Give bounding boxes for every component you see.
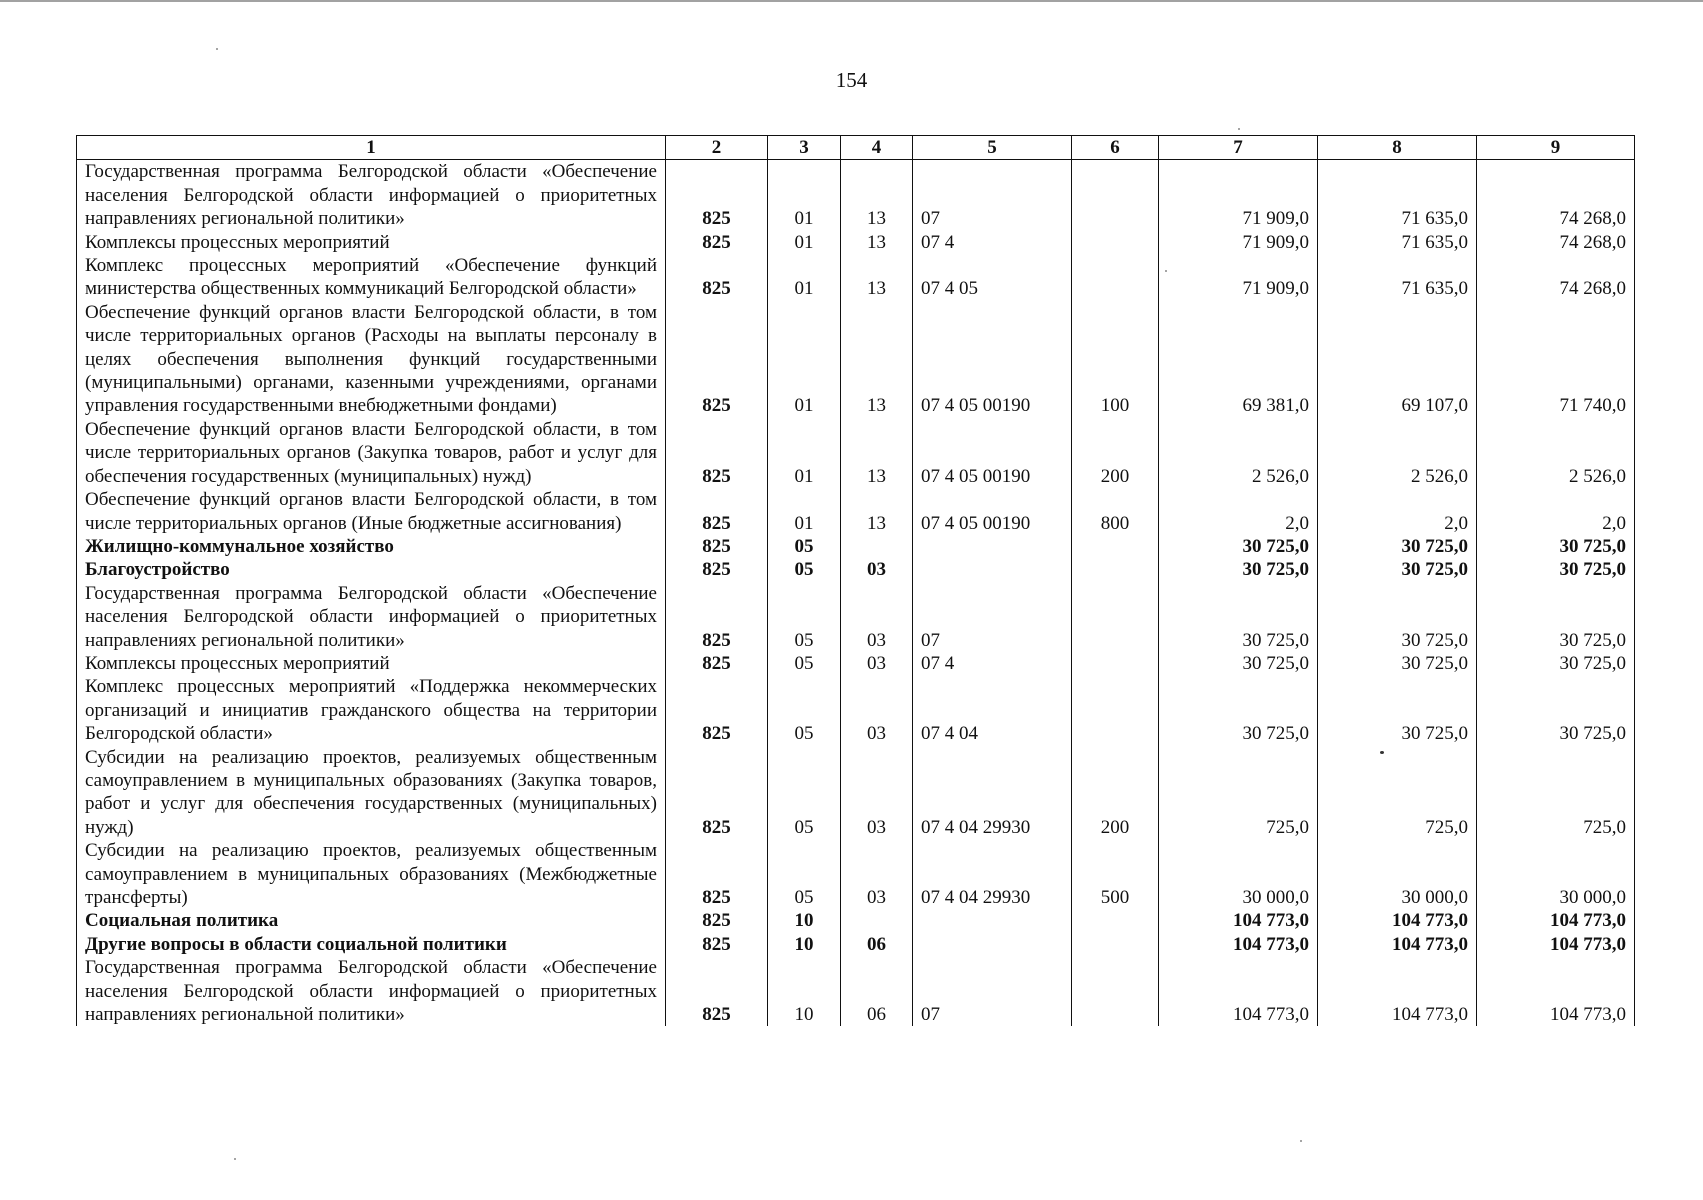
row-name: Государственная программа Белгородской области «Обеспечение населения Белгородской области информацией о приоритетных направлениях региональной политики» (77, 160, 666, 231)
row-section: 01 (768, 160, 841, 231)
row-section: 05 (768, 535, 841, 558)
row-amount-year-2: 69 107,0 (1318, 301, 1477, 418)
row-expense-type (1072, 535, 1159, 558)
row-admin-code: 825 (666, 160, 768, 231)
row-admin-code: 825 (666, 956, 768, 1026)
budget-table-sheet (76, 135, 1634, 1026)
row-amount-year-1: 2,0 (1159, 488, 1318, 535)
row-name: Обеспечение функций органов власти Белгородской области, в том числе территориальных органов (Расходы на выплаты персоналу в целях обеспечения выполнения функций государственными (муниципальными) органами, казенными учреждениями, органами управления государственными внебюджетными фондами) (77, 301, 666, 418)
budget-table (76, 135, 1635, 1026)
row-amount-year-2: 30 725,0 (1318, 675, 1477, 745)
row-section: 01 (768, 231, 841, 254)
row-target-article: 07 (913, 956, 1072, 1026)
scan-speck (1165, 270, 1167, 272)
row-amount-year-3: 2 526,0 (1477, 418, 1635, 488)
row-amount-year-1: 30 725,0 (1159, 558, 1318, 581)
row-section: 01 (768, 488, 841, 535)
row-name: Обеспечение функций органов власти Белгородской области, в том числе территориальных органов (Иные бюджетные ассигнования) (77, 488, 666, 535)
row-amount-year-3: 74 268,0 (1477, 231, 1635, 254)
row-subsection: 13 (841, 231, 913, 254)
row-amount-year-3: 104 773,0 (1477, 956, 1635, 1026)
row-amount-year-1: 30 000,0 (1159, 839, 1318, 909)
scan-speck (234, 1158, 236, 1160)
row-expense-type: 800 (1072, 488, 1159, 535)
row-amount-year-3: 74 268,0 (1477, 254, 1635, 301)
row-subsection (841, 535, 913, 558)
row-amount-year-3: 30 725,0 (1477, 558, 1635, 581)
row-admin-code: 825 (666, 582, 768, 652)
header-col-4: 4 (841, 136, 913, 160)
row-amount-year-1: 104 773,0 (1159, 956, 1318, 1026)
row-admin-code: 825 (666, 558, 768, 581)
table-row (77, 535, 1635, 558)
scan-top-edge-line (0, 0, 1703, 6)
row-expense-type (1072, 909, 1159, 932)
row-expense-type: 500 (1072, 839, 1159, 909)
row-amount-year-3: 104 773,0 (1477, 933, 1635, 956)
row-amount-year-2: 30 725,0 (1318, 535, 1477, 558)
row-target-article: 07 4 04 29930 (913, 746, 1072, 840)
header-col-7: 7 (1159, 136, 1318, 160)
row-amount-year-1: 104 773,0 (1159, 933, 1318, 956)
row-expense-type (1072, 956, 1159, 1026)
row-subsection: 13 (841, 418, 913, 488)
row-expense-type (1072, 933, 1159, 956)
table-row (77, 160, 1635, 231)
table-row (77, 839, 1635, 909)
row-admin-code: 825 (666, 909, 768, 932)
row-amount-year-1: 2 526,0 (1159, 418, 1318, 488)
row-name: Комплекс процессных мероприятий «Поддержка некоммерческих организаций и инициатив гражданского общества на территории Белгородской области» (77, 675, 666, 745)
row-target-article: 07 4 04 29930 (913, 839, 1072, 909)
row-name: Комплекс процессных мероприятий «Обеспечение функций министерства общественных коммуникаций Белгородской области» (77, 254, 666, 301)
row-admin-code: 825 (666, 254, 768, 301)
row-amount-year-2: 104 773,0 (1318, 909, 1477, 932)
table-row (77, 231, 1635, 254)
row-amount-year-3: 104 773,0 (1477, 909, 1635, 932)
row-amount-year-3: 30 725,0 (1477, 652, 1635, 675)
table-row (77, 746, 1635, 840)
row-expense-type (1072, 582, 1159, 652)
row-target-article: 07 4 05 (913, 254, 1072, 301)
row-target-article (913, 535, 1072, 558)
row-expense-type (1072, 652, 1159, 675)
table-row (77, 254, 1635, 301)
row-section: 01 (768, 418, 841, 488)
page-number (0, 68, 1703, 93)
row-amount-year-1: 30 725,0 (1159, 652, 1318, 675)
row-amount-year-2: 30 725,0 (1318, 652, 1477, 675)
table-row (77, 558, 1635, 581)
row-section: 10 (768, 933, 841, 956)
row-section: 05 (768, 582, 841, 652)
row-target-article: 07 4 05 00190 (913, 418, 1072, 488)
row-admin-code: 825 (666, 301, 768, 418)
row-section: 05 (768, 746, 841, 840)
row-admin-code: 825 (666, 746, 768, 840)
row-subsection: 03 (841, 652, 913, 675)
row-subsection: 03 (841, 746, 913, 840)
row-subsection: 03 (841, 582, 913, 652)
table-header (77, 136, 1635, 160)
row-section: 01 (768, 301, 841, 418)
row-name: Благоустройство (77, 558, 666, 581)
row-section: 10 (768, 909, 841, 932)
row-admin-code: 825 (666, 675, 768, 745)
table-row (77, 652, 1635, 675)
row-amount-year-3: 30 000,0 (1477, 839, 1635, 909)
row-name: Субсидии на реализацию проектов, реализуемых общественным самоуправлением в муниципальных образованиях (Межбюджетные трансферты) (77, 839, 666, 909)
row-amount-year-3: 30 725,0 (1477, 675, 1635, 745)
row-amount-year-1: 71 909,0 (1159, 231, 1318, 254)
row-admin-code: 825 (666, 933, 768, 956)
row-target-article: 07 (913, 160, 1072, 231)
row-amount-year-2: 104 773,0 (1318, 933, 1477, 956)
row-section: 10 (768, 956, 841, 1026)
row-target-article (913, 933, 1072, 956)
row-amount-year-2: 2 526,0 (1318, 418, 1477, 488)
row-expense-type: 100 (1072, 301, 1159, 418)
header-col-3: 3 (768, 136, 841, 160)
row-expense-type (1072, 254, 1159, 301)
row-subsection: 03 (841, 675, 913, 745)
row-expense-type (1072, 675, 1159, 745)
table-body (77, 160, 1635, 1027)
row-name: Социальная политика (77, 909, 666, 932)
row-subsection: 13 (841, 160, 913, 231)
row-amount-year-2: 30 000,0 (1318, 839, 1477, 909)
row-expense-type (1072, 160, 1159, 231)
row-amount-year-3: 30 725,0 (1477, 535, 1635, 558)
row-section: 05 (768, 675, 841, 745)
table-row (77, 675, 1635, 745)
row-target-article: 07 (913, 582, 1072, 652)
row-amount-year-1: 71 909,0 (1159, 160, 1318, 231)
row-target-article: 07 4 04 (913, 675, 1072, 745)
row-target-article (913, 558, 1072, 581)
row-target-article: 07 4 (913, 652, 1072, 675)
header-col-1: 1 (77, 136, 666, 160)
scan-speck (216, 48, 218, 50)
page-number-text: 154 (835, 68, 868, 92)
row-section: 05 (768, 652, 841, 675)
row-amount-year-2: 71 635,0 (1318, 160, 1477, 231)
table-row (77, 933, 1635, 956)
row-amount-year-2: 104 773,0 (1318, 956, 1477, 1026)
row-amount-year-3: 74 268,0 (1477, 160, 1635, 231)
row-subsection: 06 (841, 933, 913, 956)
row-target-article: 07 4 (913, 231, 1072, 254)
row-target-article: 07 4 05 00190 (913, 301, 1072, 418)
scan-speck (1300, 1140, 1302, 1142)
header-col-8: 8 (1318, 136, 1477, 160)
header-col-5: 5 (913, 136, 1072, 160)
row-admin-code: 825 (666, 231, 768, 254)
row-subsection: 06 (841, 956, 913, 1026)
table-row (77, 301, 1635, 418)
table-row (77, 418, 1635, 488)
table-row (77, 956, 1635, 1026)
row-amount-year-1: 30 725,0 (1159, 535, 1318, 558)
row-amount-year-3: 2,0 (1477, 488, 1635, 535)
row-admin-code: 825 (666, 839, 768, 909)
row-expense-type: 200 (1072, 746, 1159, 840)
row-subsection: 03 (841, 839, 913, 909)
row-name: Комплексы процессных мероприятий (77, 652, 666, 675)
row-name: Государственная программа Белгородской области «Обеспечение населения Белгородской области информацией о приоритетных направлениях региональной политики» (77, 956, 666, 1026)
row-name: Другие вопросы в области социальной политики (77, 933, 666, 956)
row-admin-code: 825 (666, 652, 768, 675)
row-amount-year-1: 725,0 (1159, 746, 1318, 840)
header-col-6: 6 (1072, 136, 1159, 160)
row-amount-year-1: 104 773,0 (1159, 909, 1318, 932)
row-amount-year-2: 30 725,0 (1318, 558, 1477, 581)
row-amount-year-2: 725,0 (1318, 746, 1477, 840)
row-name: Комплексы процессных мероприятий (77, 231, 666, 254)
row-target-article: 07 4 05 00190 (913, 488, 1072, 535)
row-amount-year-3: 30 725,0 (1477, 582, 1635, 652)
row-section: 05 (768, 558, 841, 581)
row-amount-year-2: 71 635,0 (1318, 231, 1477, 254)
row-expense-type (1072, 231, 1159, 254)
row-amount-year-3: 725,0 (1477, 746, 1635, 840)
row-amount-year-1: 69 381,0 (1159, 301, 1318, 418)
header-row (77, 136, 1635, 160)
row-expense-type: 200 (1072, 418, 1159, 488)
row-subsection: 13 (841, 254, 913, 301)
row-amount-year-2: 2,0 (1318, 488, 1477, 535)
header-col-9: 9 (1477, 136, 1635, 160)
row-subsection (841, 909, 913, 932)
row-admin-code: 825 (666, 418, 768, 488)
row-amount-year-1: 30 725,0 (1159, 675, 1318, 745)
row-subsection: 03 (841, 558, 913, 581)
row-target-article (913, 909, 1072, 932)
table-row (77, 488, 1635, 535)
row-amount-year-2: 30 725,0 (1318, 582, 1477, 652)
row-subsection: 13 (841, 488, 913, 535)
row-name: Государственная программа Белгородской области «Обеспечение населения Белгородской области информацией о приоритетных направлениях региональной политики» (77, 582, 666, 652)
row-admin-code: 825 (666, 488, 768, 535)
row-subsection: 13 (841, 301, 913, 418)
scan-speck (1238, 128, 1240, 130)
table-row (77, 909, 1635, 932)
row-name: Субсидии на реализацию проектов, реализуемых общественным самоуправлением в муниципальных образованиях (Закупка товаров, работ и услуг для обеспечения государственных (муниципальных) нужд) (77, 746, 666, 840)
row-section: 05 (768, 839, 841, 909)
row-section: 01 (768, 254, 841, 301)
row-amount-year-2: 71 635,0 (1318, 254, 1477, 301)
table-row (77, 582, 1635, 652)
row-amount-year-1: 71 909,0 (1159, 254, 1318, 301)
row-amount-year-3: 71 740,0 (1477, 301, 1635, 418)
row-name: Обеспечение функций органов власти Белгородской области, в том числе территориальных органов (Закупка товаров, работ и услуг для обеспечения государственных (муниципальных) нужд) (77, 418, 666, 488)
row-admin-code: 825 (666, 535, 768, 558)
scan-speck (1380, 751, 1384, 754)
row-name: Жилищно-коммунальное хозяйство (77, 535, 666, 558)
header-col-2: 2 (666, 136, 768, 160)
row-amount-year-1: 30 725,0 (1159, 582, 1318, 652)
row-expense-type (1072, 558, 1159, 581)
